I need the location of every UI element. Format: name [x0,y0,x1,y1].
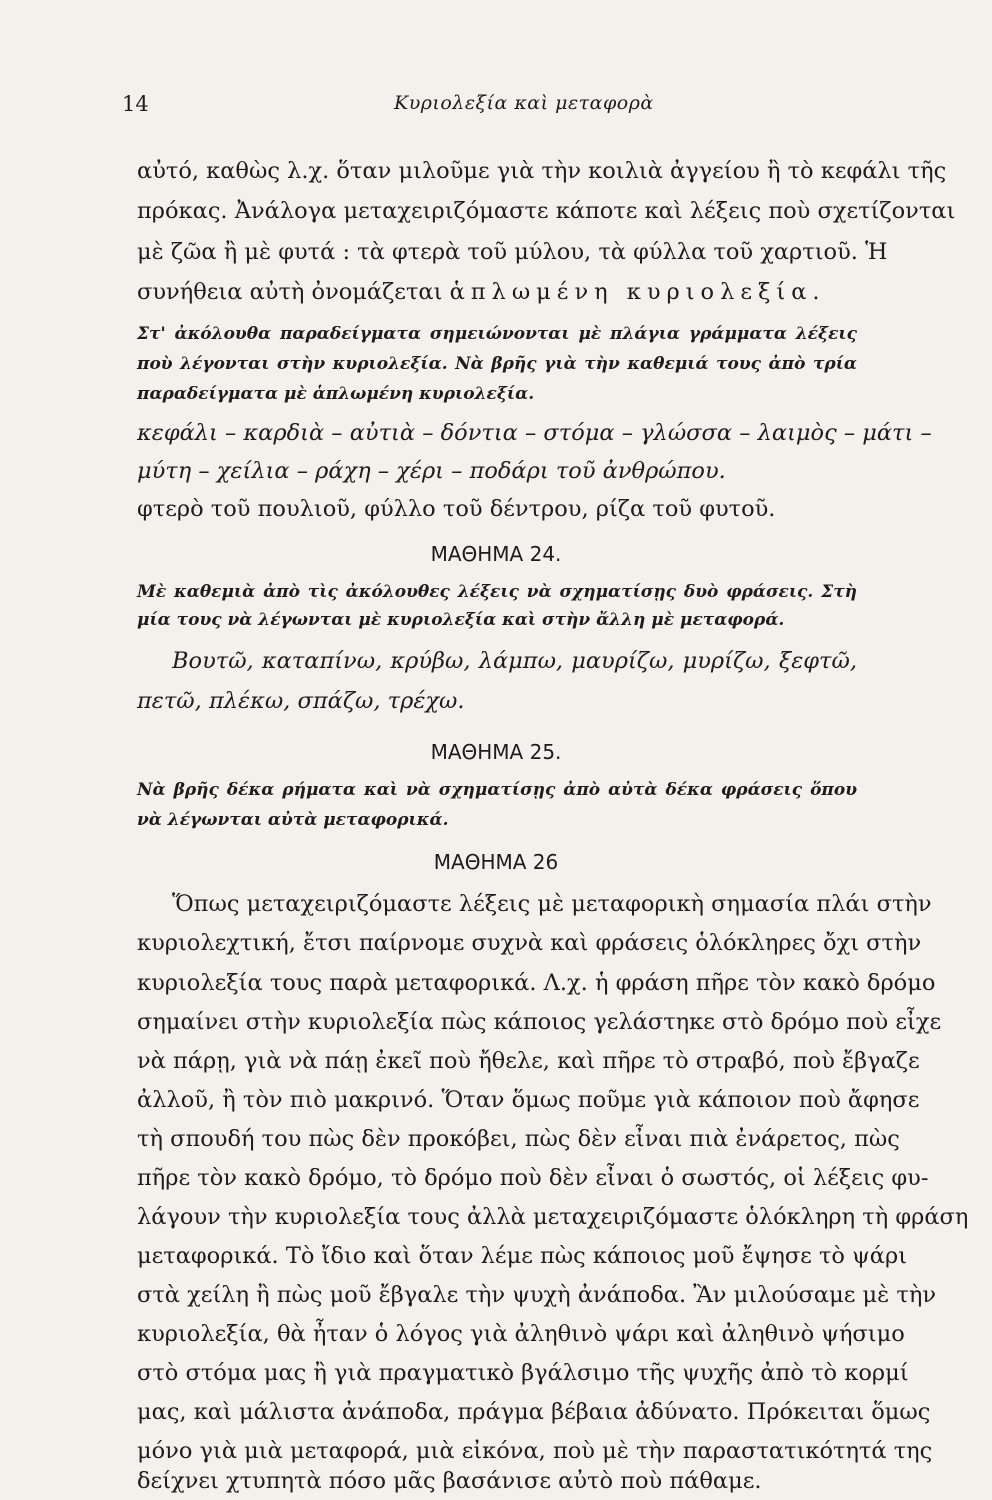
text-line: μας, καὶ μάλιστα ἀνάποδα, πράγμα βέβαια ἀδύνατο. Πρόκειται ὅμως [137,1399,931,1425]
text-line: στὰ χείλη ἢ πὼς μοῦ ἔβγαλε τὴν ψυχὴ ἀνάποδα. Ἂν μιλούσαμε μὲ τὴν [137,1282,937,1308]
word-list-line: πετῶ, πλέκω, σπάζω, τρέχω. [137,688,465,714]
text-line: κυριολεχτική, ἔτσι παίρνομε συχνὰ καὶ φράσεις ὁλόκληρες ὄχι στὴν [137,930,922,956]
text-line: ἀλλοῦ, ἢ τὸν πιὸ μακρινό. Ὅταν ὅμως ποῦμε γιὰ κάποιον ποὺ ἄφησε [137,1087,920,1113]
text-line: κυριολεξία τους παρὰ μεταφορικά. Λ.χ. ἡ φράση πῆρε τὸν κακὸ δρόμο [137,970,936,996]
text-line: αὐτό, καθὼς λ.χ. ὅταν μιλοῦμε γιὰ τὴν κοιλιὰ ἀγγείου ἢ τὸ κεφάλι τῆς [137,158,947,184]
text-line: μὲ ζῶα ἢ μὲ φυτά : τὰ φτερὰ τοῦ μύλου, τὰ φύλλα τοῦ χαρτιοῦ. Ἡ [137,239,888,265]
text-line: Ὅπως μεταχειριζόμαστε λέξεις μὲ μεταφορικὴ σημασία πλάι στὴν [172,891,932,917]
word-list-line: κεφάλι – καρδιὰ – αὐτιὰ – δόντια – στόμα – γλώσσα – λαιμὸς – μάτι – [137,420,932,446]
lesson-heading: ΜΑΘΗΜΑ 26 [433,850,559,874]
instruction-line: μία τους νὰ λέγωνται μὲ κυριολεξία καὶ στὴν ἄλλη μὲ μεταφορά. [137,610,785,630]
text-line: δείχνει χτυπητὰ πόσο μᾶς βασάνισε αὐτὸ ποὺ πάθαμε. [137,1468,762,1494]
text-line: σημαίνει στὴν κυριολεξία πὼς κάποιος γελάστηκε στὸ δρόμο ποὺ εἶχε [137,1009,942,1035]
text-line: στὸ στόμα μας ἢ γιὰ πραγματικὸ βγάλσιμο τῆς ψυχῆς ἀπὸ τὸ κορμί [137,1360,909,1386]
spaced-term: ἁπλωμένη κυριολεξία. [449,279,826,305]
text-line: νὰ πάρῃ, γιὰ νὰ πάῃ ἐκεῖ ποὺ ἤθελε, καὶ πῆρε τὸ στραβό, ποὺ ἔβγαζε [137,1048,920,1074]
word-list-line: φτερὸ τοῦ πουλιοῦ, φύλλο τοῦ δέντρου, ρίζα τοῦ φυτοῦ. [137,496,776,522]
text-span: συνήθεια αὐτὴ ὀνομάζεται [137,279,450,305]
text-line: λάγουν τὴν κυριολεξία τους ἀλλὰ μεταχειριζόμαστε ὁλόκληρη τὴ φράση [137,1204,969,1230]
text-line: πρόκας. Ἀνάλογα μεταχειριζόμαστε κάποτε καὶ λέξεις ποὺ σχετίζονται [137,198,956,224]
lesson-heading: ΜΑΘΗΜΑ 24. [430,542,562,566]
lesson-heading: ΜΑΘΗΜΑ 25. [430,740,562,764]
text-line: πῆρε τὸν κακὸ δρόμο, τὸ δρόμο ποὺ δὲν εἶναι ὁ σωστός, οἱ λέξεις φυ- [137,1165,929,1191]
text-line: μόνο γιὰ μιὰ μεταφορά, μιὰ εἰκόνα, ποὺ μὲ τὴν παραστατικότητά της [137,1438,933,1464]
text-line: κυριολεξία, θὰ ἦταν ὁ λόγος γιὰ ἀληθινὸ ψάρι καὶ ἀληθινὸ ψήσιμο [137,1321,905,1347]
instruction-line: Στ' ἀκόλουθα παραδείγματα σημειώνονται μὲ πλάγια γράμματα λέξεις [137,324,857,344]
text-line [137,281,857,304]
instruction-line: νὰ λέγωνται αὐτὰ μεταφορικά. [137,810,449,830]
instruction-line: Μὲ καθεμιὰ ἀπὸ τὶς ἀκόλουθες λέξεις νὰ σχηματίσῃς δυὸ φράσεις. Στὴ [137,582,857,602]
running-title: Κυριολεξία καὶ μεταφορὰ [394,92,654,114]
instruction-line: Νὰ βρῆς δέκα ρήματα καὶ νὰ σχηματίσῃς ἀπὸ αὐτὰ δέκα φράσεις ὅπου [137,780,857,800]
word-list-line: μύτη – χείλια – ράχη – χέρι – ποδάρι τοῦ ἀνθρώπου. [137,458,726,484]
word-list-line: Βουτῶ, καταπίνω, κρύβω, λάμπω, μαυρίζω, μυρίζω, ξεφτῶ, [172,648,857,674]
text-line: μεταφορικά. Τὸ ἴδιο καὶ ὅταν λέμε πὼς κάποιος μοῦ ἔψησε τὸ ψάρι [137,1243,908,1269]
instruction-line: παραδείγματα μὲ ἁπλωμένη κυριολεξία. [137,384,535,404]
text-line: τὴ σπουδή του πὼς δὲν προκόβει, πὼς δὲν εἶναι πιὰ ἐνάρετος, πὼς [137,1126,900,1152]
instruction-line: ποὺ λέγονται στὴν κυριολεξία. Νὰ βρῆς γιὰ τὴν καθεμιά τους ἀπὸ τρία [137,354,857,374]
page-header [122,92,862,122]
page-number: 14 [122,92,149,116]
